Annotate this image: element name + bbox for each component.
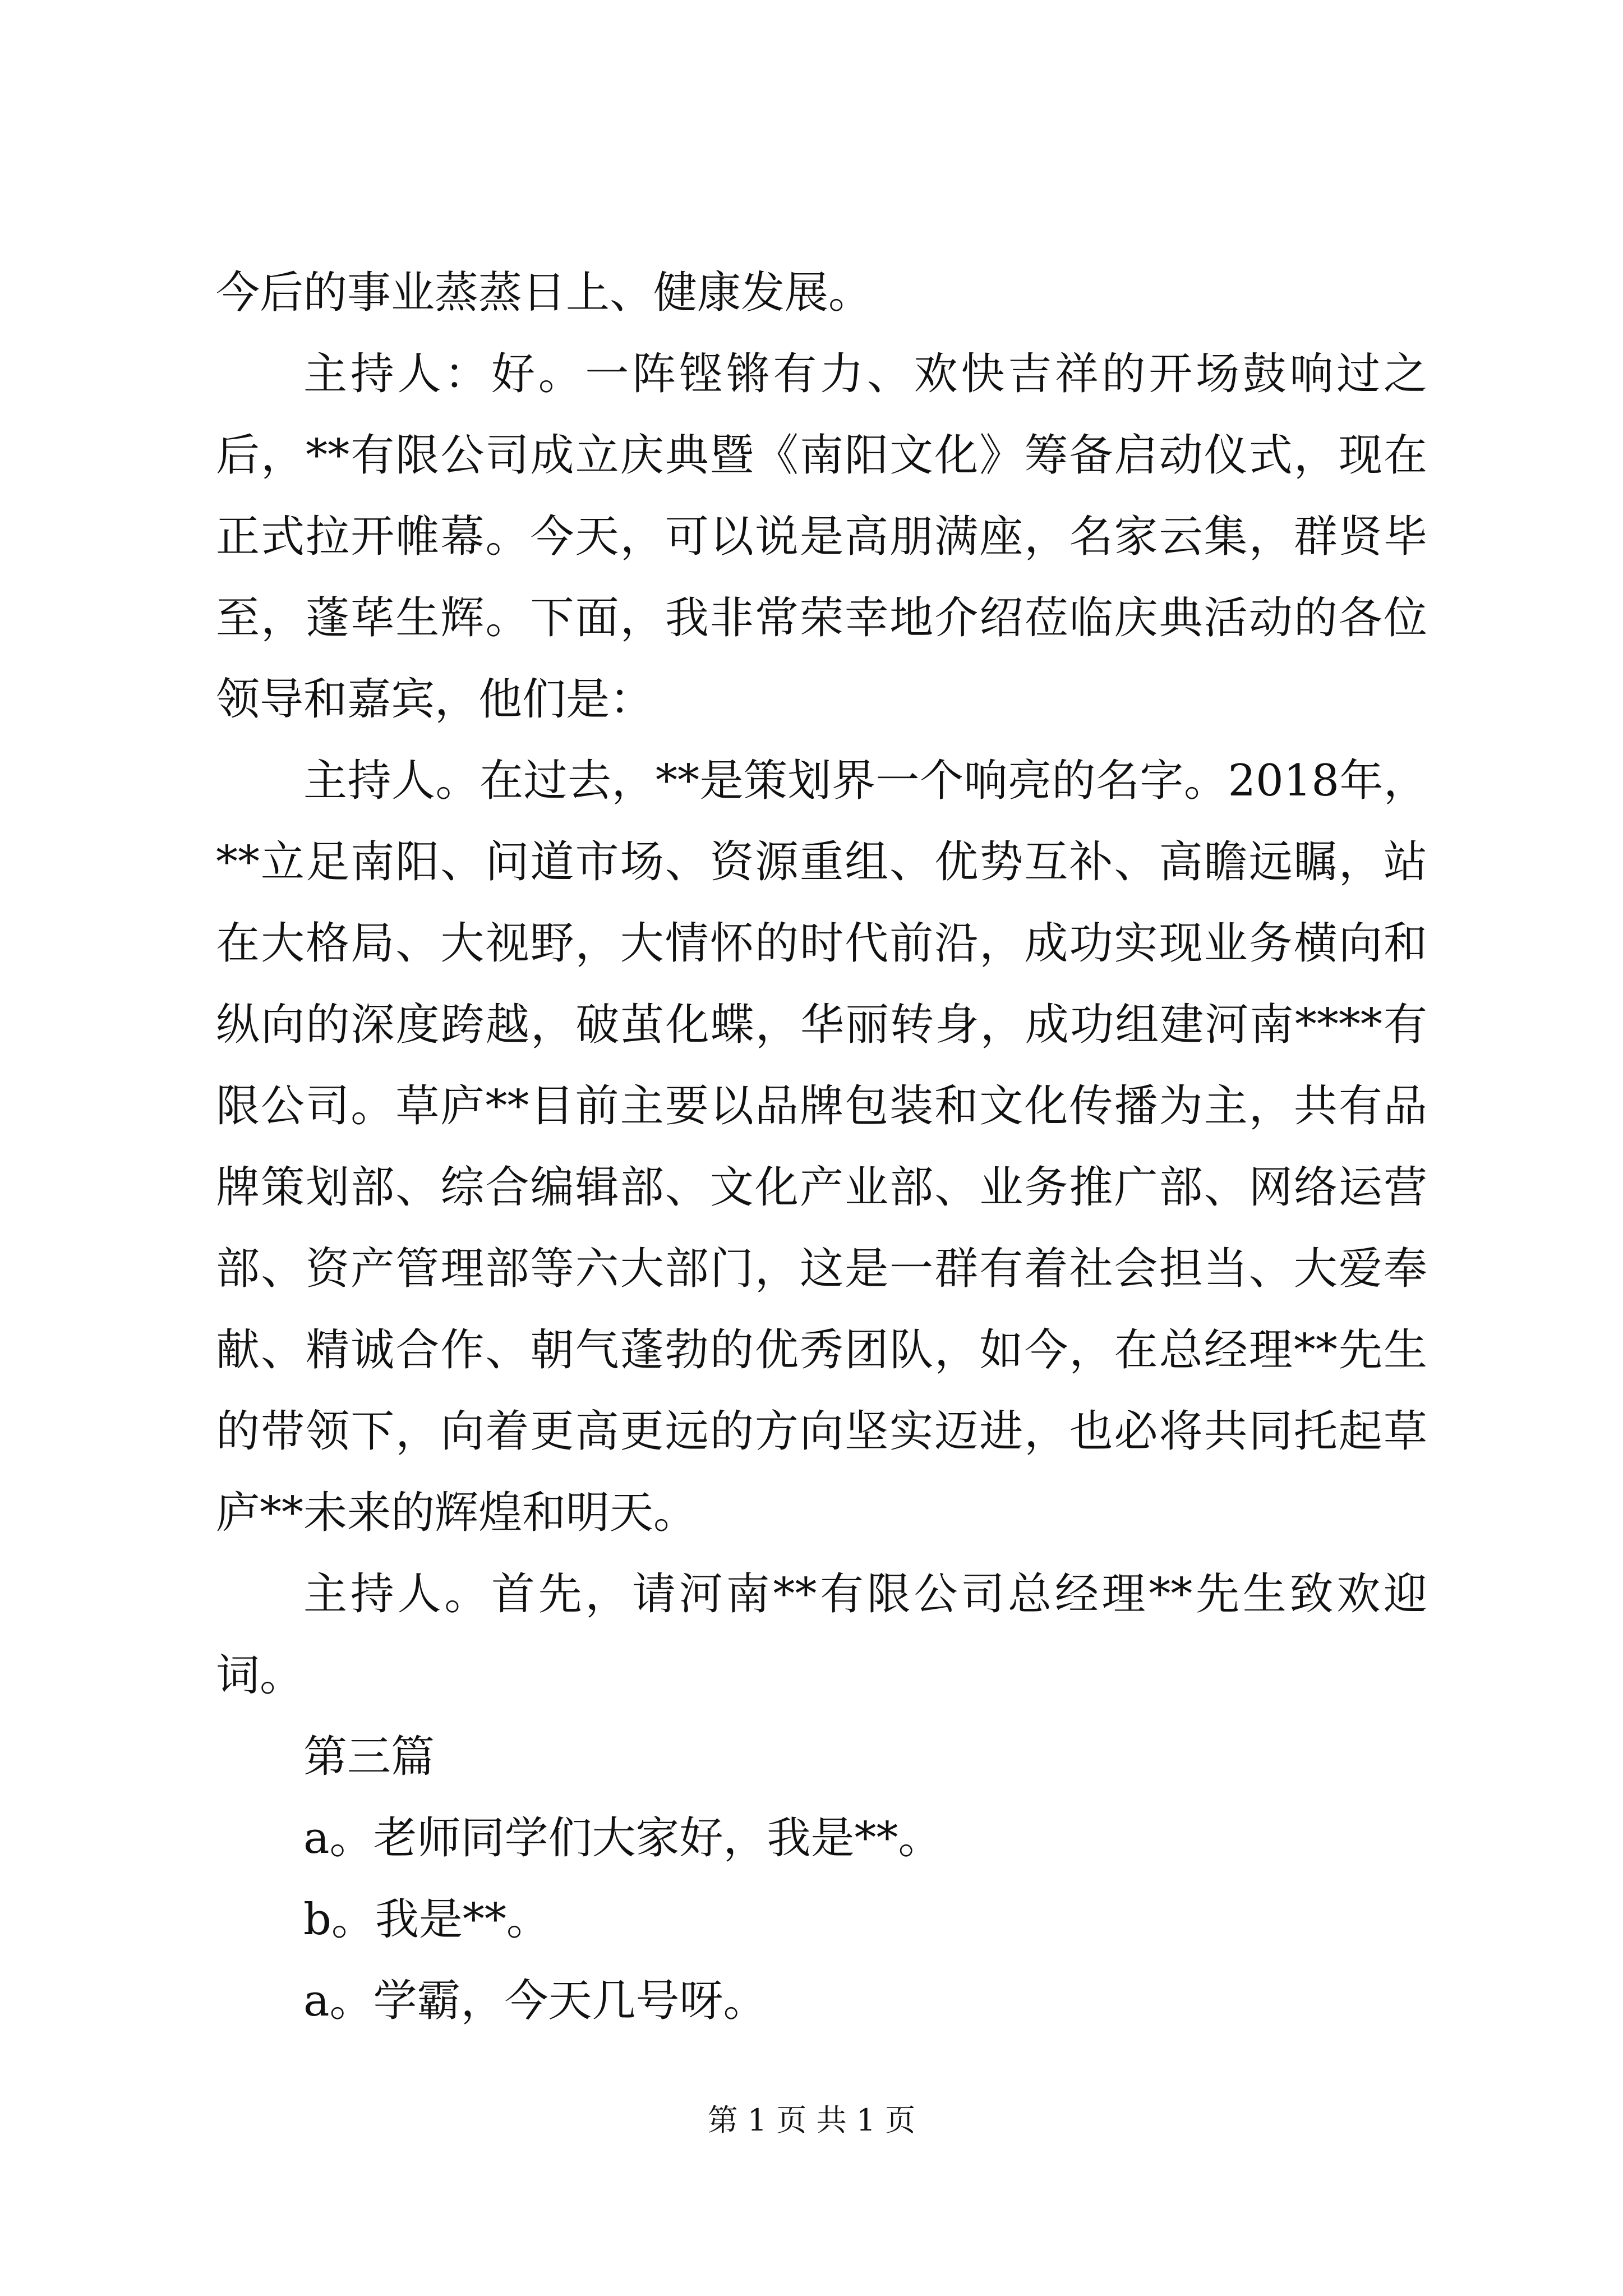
paragraph-1: 今后的事业蒸蒸日上、健康发展。 [216, 268, 873, 318]
dialogue-line-a2: a。学霸，今天几号呀。 [303, 1976, 767, 2026]
dialogue-line-b1: b。我是**。 [303, 1894, 550, 1945]
paragraph-4: 主持人。首先，请河南**有限公司总经理**先生致欢迎词。 [216, 1569, 1427, 1701]
page-footer: 第 1 页 共 1 页 [707, 2102, 916, 2138]
paragraph-3: 主持人。在过去，**是策划界一个响亮的名字。2018年，**立足南阳、问道市场、资源重组、优势互补、高瞻远瞩，站在大格局、大视野，大情怀的时代前沿，成功实现业务横向和纵向的深度跨越，破茧化蝶，华丽转身，成功组建河南****有限公司。草庐**目前主要以品牌包装和文化传播为主，共有品牌策划部、综合编辑部、文化产业部、业务推广部、网络运营部、资产管理部等六大部门，这是一群有着社会担当、大爱奉献、精诚合作、朝气蓬勃的优秀团队，如今，在总经理**先生的带领下，向着更高更远的方向坚实迈进，也必将共同托起草庐**未来的辉煌和明天。 [216, 756, 1427, 1538]
paragraph-2: 主持人：好。一阵铿锵有力、欢快吉祥的开场鼓响过之后，**有限公司成立庆典暨《南阳文化》筹备启动仪式，现在正式拉开帷幕。今天，可以说是高朋满座，名家云集，群贤毕至，蓬荜生辉。下面，我非常荣幸地介绍莅临庆典活动的各位领导和嘉宾，他们是： [216, 349, 1427, 725]
section-heading: 第三篇 [303, 1732, 435, 1782]
dialogue-line-a1: a。老师同学们大家好，我是**。 [303, 1813, 942, 1864]
document-body [216, 252, 1427, 2042]
